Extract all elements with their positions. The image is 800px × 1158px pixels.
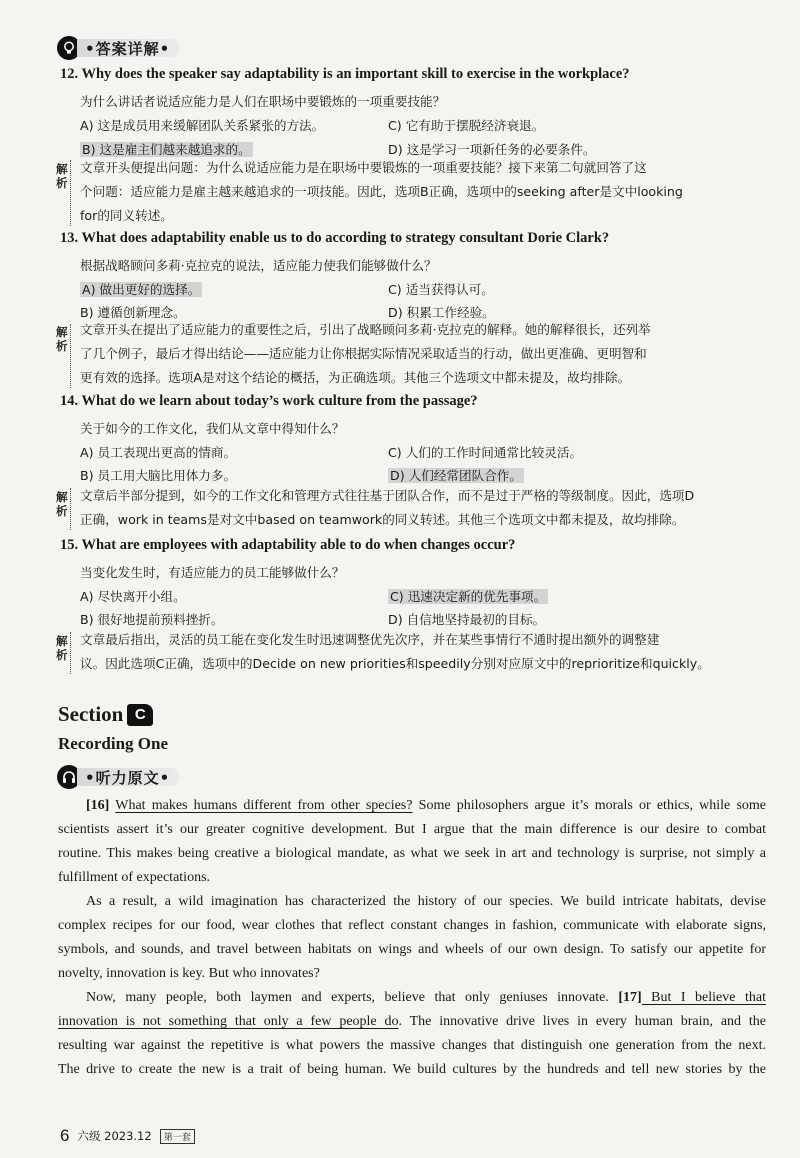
explanation-border <box>70 160 71 226</box>
q15-option-a: A) 尽快离开小组。 <box>80 589 186 604</box>
explanation-border <box>70 488 71 530</box>
q13-option-b: B) 遵循创新理念。 <box>80 305 186 320</box>
explanation-border <box>70 632 71 674</box>
answer-header-label: •答案详解• <box>77 39 180 57</box>
jiexi-label: 解析 <box>56 634 68 662</box>
q12-option-b: B) 这是雇主们越来越追求的。 <box>82 142 251 157</box>
q14-explanation: 文章后半部分提到，如今的工作文化和管理方式往往基于团队合作，而不是过于严格的等级制度。因此，选项D 正确，work in teams是对文中based on teamwork的同义转述。其他三个选项文中都未提及，故均排除。 <box>80 488 695 527</box>
q15-option-c: C) 迅速决定新的优先事项。 <box>390 589 547 604</box>
jiexi-label: 解析 <box>56 162 68 190</box>
q13-explanation: 文章开头在提出了适应能力的重要性之后，引出了战略顾问多莉·克拉克的解释。她的解释很长，还列举 了几个例子，最后才得出结论——适应能力让你根据实际情况采取适当的行动，做出更准确、更明智和 更有效的选择。选项A是对这个结论的概括，为正确选项。其他三个选项文中都未提及，故均排除。 <box>80 322 651 385</box>
question-13-cn: 根据战略顾问多莉·克拉克的说法，适应能力使我们能够做什么？ <box>80 258 437 273</box>
question-15: 15. What are employees with adaptability able to do when changes occur? <box>60 537 516 553</box>
explanation-border <box>70 324 71 388</box>
section-title: Section C <box>58 702 153 727</box>
q15-option-b: B) 很好地提前预料挫折。 <box>80 612 224 627</box>
listening-header <box>57 765 180 789</box>
q13-option-c: C) 适当获得认可。 <box>388 282 494 297</box>
jiexi-label: 解析 <box>56 325 68 353</box>
q14-option-b: B) 员工用大脑比用体力多。 <box>80 468 237 483</box>
question-14: 14. What do we learn about today’s work culture from the passage? <box>60 393 478 409</box>
question-12: 12. Why does the speaker say adaptability is an important skill to exercise in the workplace? <box>60 66 630 82</box>
answer-header <box>57 36 180 60</box>
passage-paragraph-2: As a result, a wild imagination has characterized the history of our species. We build intricate habitats, devise complex recipes for our food, wear clothes that reflect constant changes in fashion, communicate with elaborate signs, symbols, and sounds, and travel between habitats on wings and wheels of our own design. To satisfy our appetite for novelty, innovation is key. But who innovates? <box>58 894 766 981</box>
question-13: 13. What does adaptability enable us to do according to strategy consultant Dorie Clark? <box>60 230 610 246</box>
q14-option-c: C) 人们的工作时间通常比较灵活。 <box>388 445 583 460</box>
q15-explanation: 文章最后指出，灵活的员工能在变化发生时迅速调整优先次序，并在某些事情行不通时提出额外的调整建 议。因此选项C正确，选项中的Decide on new priorities和speedily分别对应原文中的reprioritize和quickly。 <box>80 632 710 671</box>
passage-paragraph-1: [16] What makes humans different from other species? Some philosophers argue it’s morals or ethics, while some scientists assert it’s our greater cognitive development. But I argue that the main difference is our desire to combat routine. This makes being creative a biological mandate, as what we seek in art and technology is surprise, not simply a fulfillment of expectations. <box>58 798 766 885</box>
page-footer <box>60 1126 195 1146</box>
question-15-cn: 当变化发生时，有适应能力的员工能够做什么？ <box>80 565 345 580</box>
listening-header-label: •听力原文• <box>77 768 180 786</box>
q13-option-d: D) 积累工作经验。 <box>388 305 495 320</box>
section-letter-icon: C <box>127 704 153 726</box>
jiexi-label: 解析 <box>56 490 68 518</box>
q12-option-a: A) 这是成员用来缓解团队关系紧张的方法。 <box>80 118 325 133</box>
q14-option-d: D) 人们经常团队合作。 <box>390 468 522 483</box>
q15-option-d: D) 自信地坚持最初的目标。 <box>388 612 546 627</box>
q13-option-a: A) 做出更好的选择。 <box>82 282 201 297</box>
edition-label: 六级 2023.12 <box>77 1129 152 1143</box>
question-14-cn: 关于如今的工作文化，我们从文章中得知什么？ <box>80 421 345 436</box>
passage-paragraph-3: Now, many people, both laymen and experts, believe that only geniuses innovate. [17] But I believe that innovation is not something that only a few people do. The innovative drive lives in every human brain, and the resulting war against the repetitive is what powers the massive changes that distinguish one generation from the next. The drive to create the new is a trait of being human. We build cultures by the hundreds and tell new stories by the <box>58 990 767 1077</box>
q12-option-c: C) 它有助于摆脱经济衰退。 <box>388 118 545 133</box>
q12-option-d: D) 这是学习一项新任务的必要条件。 <box>388 142 596 157</box>
set-label: 第一套 <box>160 1129 195 1144</box>
recording-title: Recording One <box>58 734 169 753</box>
question-12-cn: 为什么讲话者说适应能力是人们在职场中要锻炼的一项重要技能？ <box>80 94 446 109</box>
q12-explanation: 文章开头便提出问题：为什么说适应能力是在职场中要锻炼的一项重要技能？接下来第二句就回答了这 个问题：适应能力是雇主越来越追求的一项技能。因此，选项B正确，选项中的seeking after是文中looking for的同义转述。 <box>80 160 683 223</box>
q14-option-a: A) 员工表现出更高的情商。 <box>80 445 237 460</box>
page-number: 6 <box>60 1126 70 1145</box>
